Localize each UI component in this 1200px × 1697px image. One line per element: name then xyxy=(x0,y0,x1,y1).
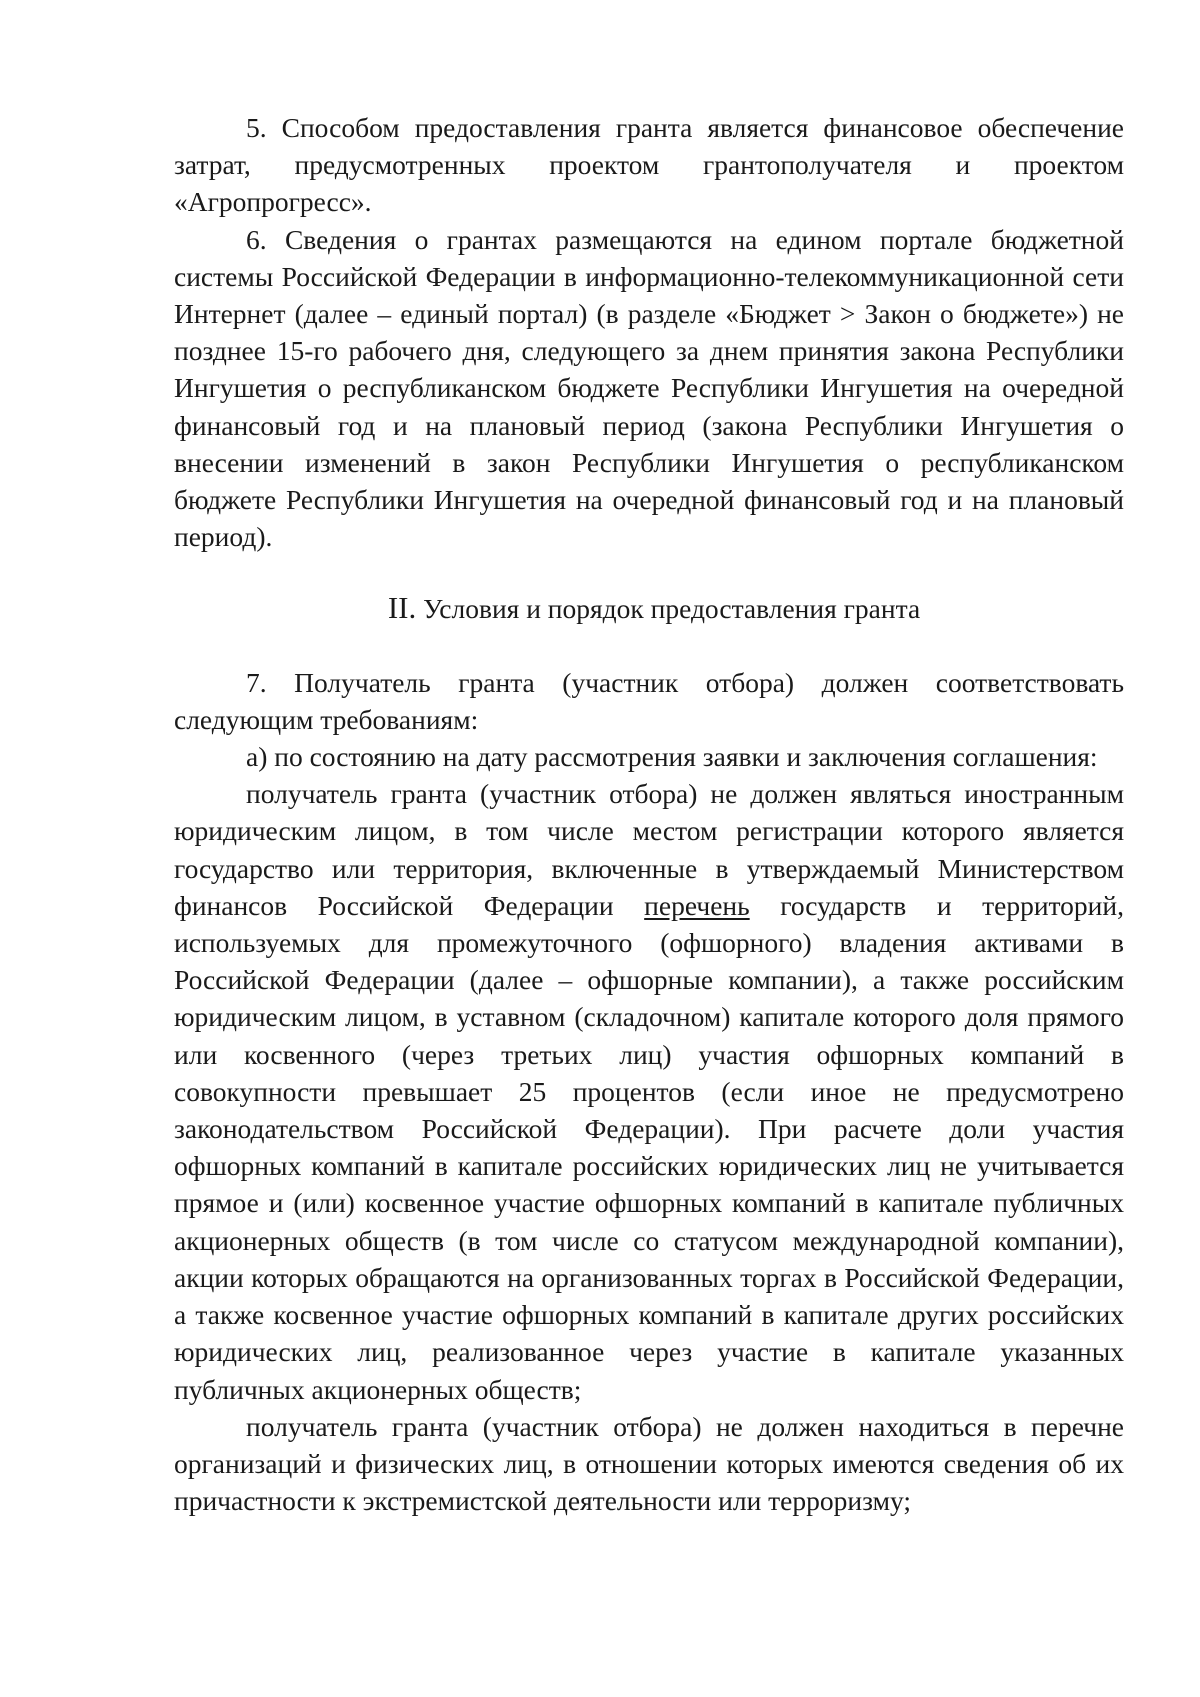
spacer xyxy=(174,555,1124,589)
paragraph-6: 6. Сведения о грантах размещаются на едином портале бюджетной системы Российской Федерации в информационно-телекоммуникационной сети Интернет (далее – единый портал) (в разделе «Бюджет > Закон о бюджете») не позднее 15-го рабочего дня, следующего за днем принятия закона Республики Ингушетия о республиканском бюджете Республики Ингушетия на очередной финансовый год и на плановый период (закона Республики Ингушетия о внесении изменений в закон Республики Ингушетия о республиканском бюджете Республики Ингушетия на очередной финансовый год и на плановый период). xyxy=(174,223,1124,553)
paragraph-text-before-link: получатель гранта (участник отбора) не должен являться иностранным юридическим лицом, в том числе местом регистрации которого является государство или территория, включенные в утверждаемый Министерством финансов Российской Федерации xyxy=(174,778,1124,921)
spacer xyxy=(174,628,1124,664)
paragraph-text-after-link: государств и территорий, используемых для промежуточного (офшорного) владения активами в Российской Федерации (далее – офшорные компании), а также российским юридическим лицом, в уставном (складочном) капитале которого доля прямого или косвенного (через третьих лиц) участия офшорных компаний в совокупности превышает 25 процентов (если иное не предусмотрено законодательством Российской Федерации). При расчете доли участия офшорных компаний в капитале российских юридических лиц не учитывается прямое и (или) косвенное участие офшорных компаний в капитале публичных акционерных обществ (в том числе со статусом международной компании), акции которых обращаются на организованных торгах в Российской Федерации, а также косвенное участие офшорных компаний в капитале других российских юридических лиц, реализованное через участие в капитале указанных публичных акционерных обществ; xyxy=(174,889,1124,1405)
perechen-link[interactable]: перечень xyxy=(644,889,750,921)
paragraph-7: 7. Получатель гранта (участник отбора) должен соответствовать следующим требованиям: xyxy=(174,666,1124,735)
paragraph-7a: а) по состоянию на дату рассмотрения заявки и заключения соглашения: xyxy=(246,741,1098,773)
section-title: Условия и порядок предоставления гранта xyxy=(423,593,921,625)
paragraph-offshore-requirement xyxy=(174,775,1124,1407)
section-number: II. xyxy=(387,590,417,626)
paragraph-extremism-requirement: получатель гранта (участник отбора) не должен находиться в перечне организаций и физических лиц, в отношении которых имеются сведения об их причастности к экстремистской деятельности или терроризму; xyxy=(174,1410,1124,1517)
document-page xyxy=(174,109,1124,1519)
paragraph-5: 5. Способом предоставления гранта является финансовое обеспечение затрат, предусмотренных проектом грантополучателя и проектом «Агропрогресс». xyxy=(174,112,1124,218)
section-heading xyxy=(174,589,1124,627)
